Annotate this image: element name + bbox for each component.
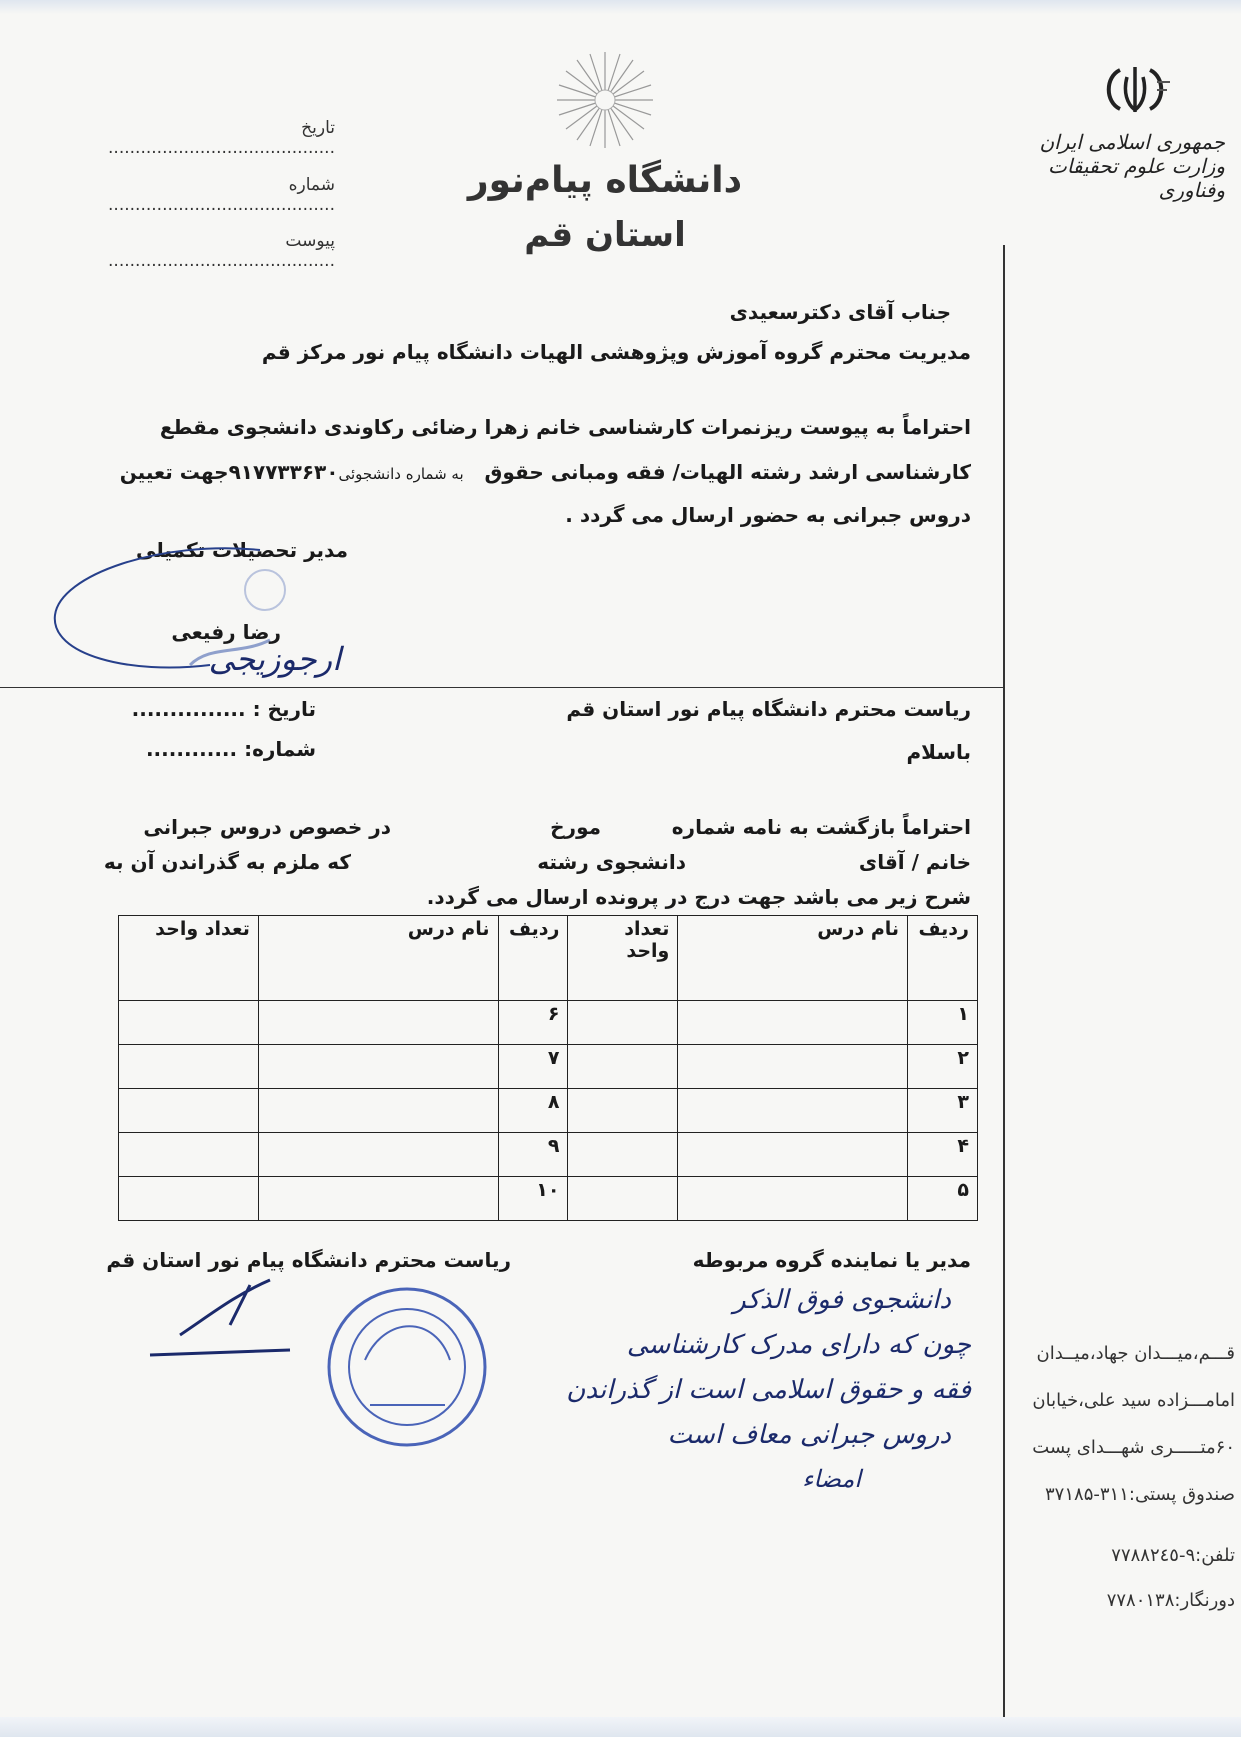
table-cell xyxy=(258,1045,498,1089)
iran-emblem-icon xyxy=(1095,62,1175,117)
table-cell xyxy=(568,1177,678,1221)
section-divider xyxy=(0,687,1003,688)
handwritten-line-3: فقه و حقوق اسلامی است از گذراندن xyxy=(566,1375,971,1405)
table-cell xyxy=(678,1177,908,1221)
compensatory-courses-table xyxy=(118,915,978,1221)
reply-obligation: که ملزم به گذراندن آن به xyxy=(103,850,351,874)
table-cell: ۳ xyxy=(908,1089,978,1133)
university-seal-icon xyxy=(325,1285,490,1450)
letter1-body-line-3: دروس جبرانی به حضور ارسال می گردد . xyxy=(565,503,971,527)
letter1-recipient: جناب آقای دکترسعیدی xyxy=(729,300,951,324)
table-cell xyxy=(258,1177,498,1221)
table-cell xyxy=(119,1177,259,1221)
header-credits-2: تعداد واحد xyxy=(119,916,259,1001)
ministry-name xyxy=(1010,130,1225,202)
reply-ref-date: مورخ xyxy=(550,815,601,839)
table-row xyxy=(119,1177,978,1221)
president-label: ریاست محترم دانشگاه پیام نور استان قم xyxy=(106,1248,511,1272)
letter1-body-line-1: احتراماً به پیوست ریزنمرات کارشناسی خانم زهرا رضائی رکاوندی دانشجوی مقطع xyxy=(159,415,971,439)
president-signature-icon xyxy=(140,1275,300,1365)
table-cell xyxy=(678,1133,908,1177)
letter1-recipient-title: مدیریت محترم گروه آموزش وپژوهشی الهیات دانشگاه پیام نور مرکز قم xyxy=(261,340,971,364)
address-po-box: صندوق پستی:۳۱۱-۳۷۱۸۵ xyxy=(1045,1484,1235,1505)
ministry-line-2: وزارت علوم تحقیقات وفناوری xyxy=(1047,154,1225,202)
student-id-value: ۹۱۷۷۳۳۶۳۰جهت تعیین xyxy=(119,460,339,484)
table-cell: ۶ xyxy=(498,1001,568,1045)
attachment-field: پیوست .......................................... xyxy=(108,231,335,271)
header-course-name: نام درس xyxy=(678,916,908,1001)
table-cell xyxy=(568,1001,678,1045)
province-name: استان قم xyxy=(524,215,686,255)
reply-date-field: تاریخ : ............... xyxy=(131,697,316,721)
table-cell: ۸ xyxy=(498,1089,568,1133)
header-row-number-2: ردیف xyxy=(498,916,568,1001)
table-cell xyxy=(568,1045,678,1089)
address-phone: تلفن:۹-۷۷۸۸۲٤٥ xyxy=(1111,1545,1235,1566)
scan-bottom-edge xyxy=(0,1717,1241,1737)
reply-ref-subject: در خصوص دروس جبرانی xyxy=(143,815,391,839)
table-cell xyxy=(119,1133,259,1177)
university-name: دانشگاه پیام‌نور xyxy=(467,160,743,201)
header-credits: تعداد واحد xyxy=(568,916,678,1001)
payame-noor-emblem-icon xyxy=(555,50,655,150)
table-cell xyxy=(119,1045,259,1089)
reply-number-field: شماره: ............ xyxy=(145,737,316,761)
table-cell: ۴ xyxy=(908,1133,978,1177)
field-of-study: کارشناسی ارشد رشته الهیات/ فقه ومبانی حقوق xyxy=(484,460,971,484)
handwritten-line-1: دانشجوی فوق الذکر xyxy=(733,1285,951,1315)
table-cell xyxy=(568,1133,678,1177)
table-cell: ۲ xyxy=(908,1045,978,1089)
scan-top-edge xyxy=(0,0,1241,14)
ministry-line-1: جمهوری اسلامی ایران xyxy=(1039,130,1225,154)
table-cell xyxy=(568,1089,678,1133)
table-cell: ۹ xyxy=(498,1133,568,1177)
table-header-row xyxy=(119,916,978,1001)
signer-title: مدیر تحصیلات تکمیلی xyxy=(135,538,348,562)
table-cell: ۵ xyxy=(908,1177,978,1221)
address-fax: دورنگار:۷۷۸۰۱۳۸ xyxy=(1106,1590,1235,1611)
table-row xyxy=(119,1133,978,1177)
margin-divider xyxy=(1003,245,1005,1730)
reply-student-field: دانشجوی رشته xyxy=(537,850,686,874)
address-line-1: قـــم،میـــدان جهاد،میــدان xyxy=(1036,1343,1235,1364)
table-cell: ۱ xyxy=(908,1001,978,1045)
table-cell xyxy=(678,1001,908,1045)
header-row-number: ردیف xyxy=(908,916,978,1001)
signer-name: رضا رفیعی xyxy=(171,620,281,644)
table-cell: ۱۰ xyxy=(498,1177,568,1221)
table-cell xyxy=(258,1001,498,1045)
table-row xyxy=(119,1089,978,1133)
handwritten-line-2: چون که دارای مدرک کارشناسی xyxy=(626,1330,971,1360)
date-field: تاریخ .......................................... xyxy=(108,118,335,158)
reply-ref-letter-number: احتراماً بازگشت به نامه شماره xyxy=(671,815,971,839)
table-row xyxy=(119,1001,978,1045)
table-cell xyxy=(678,1089,908,1133)
table-cell xyxy=(258,1089,498,1133)
handwritten-line-4: دروس جبرانی معاف است xyxy=(667,1420,951,1450)
table-cell xyxy=(119,1001,259,1045)
reply-greeting: باسلام xyxy=(906,740,971,764)
reply-description: شرح زیر می باشد جهت درج در پرونده ارسال می گردد. xyxy=(426,885,971,909)
table-cell xyxy=(678,1045,908,1089)
table-cell: ۷ xyxy=(498,1045,568,1089)
reply-student-name: خانم / آقای xyxy=(858,850,971,874)
address-line-3: ۶۰متـــــری شهـــدای پست xyxy=(1032,1437,1235,1458)
table-row xyxy=(119,1045,978,1089)
reply-recipient: ریاست محترم دانشگاه پیام نور استان قم xyxy=(566,697,971,721)
address-line-2: امامـــزاده سید علی،خیابان xyxy=(1032,1390,1235,1411)
header-course-name-2: نام درس xyxy=(258,916,498,1001)
letter1-body-line-2 xyxy=(120,460,971,484)
group-representative-label: مدیر یا نماینده گروه مربوطه xyxy=(692,1248,971,1272)
number-field: شماره .......................................... xyxy=(108,175,335,215)
table-cell xyxy=(258,1133,498,1177)
signer-signature: ارجوزیجی xyxy=(208,640,341,678)
table-cell xyxy=(119,1089,259,1133)
student-id-label: به شماره دانشجوئی xyxy=(338,465,464,483)
handwritten-signature: امضاء xyxy=(802,1465,861,1493)
